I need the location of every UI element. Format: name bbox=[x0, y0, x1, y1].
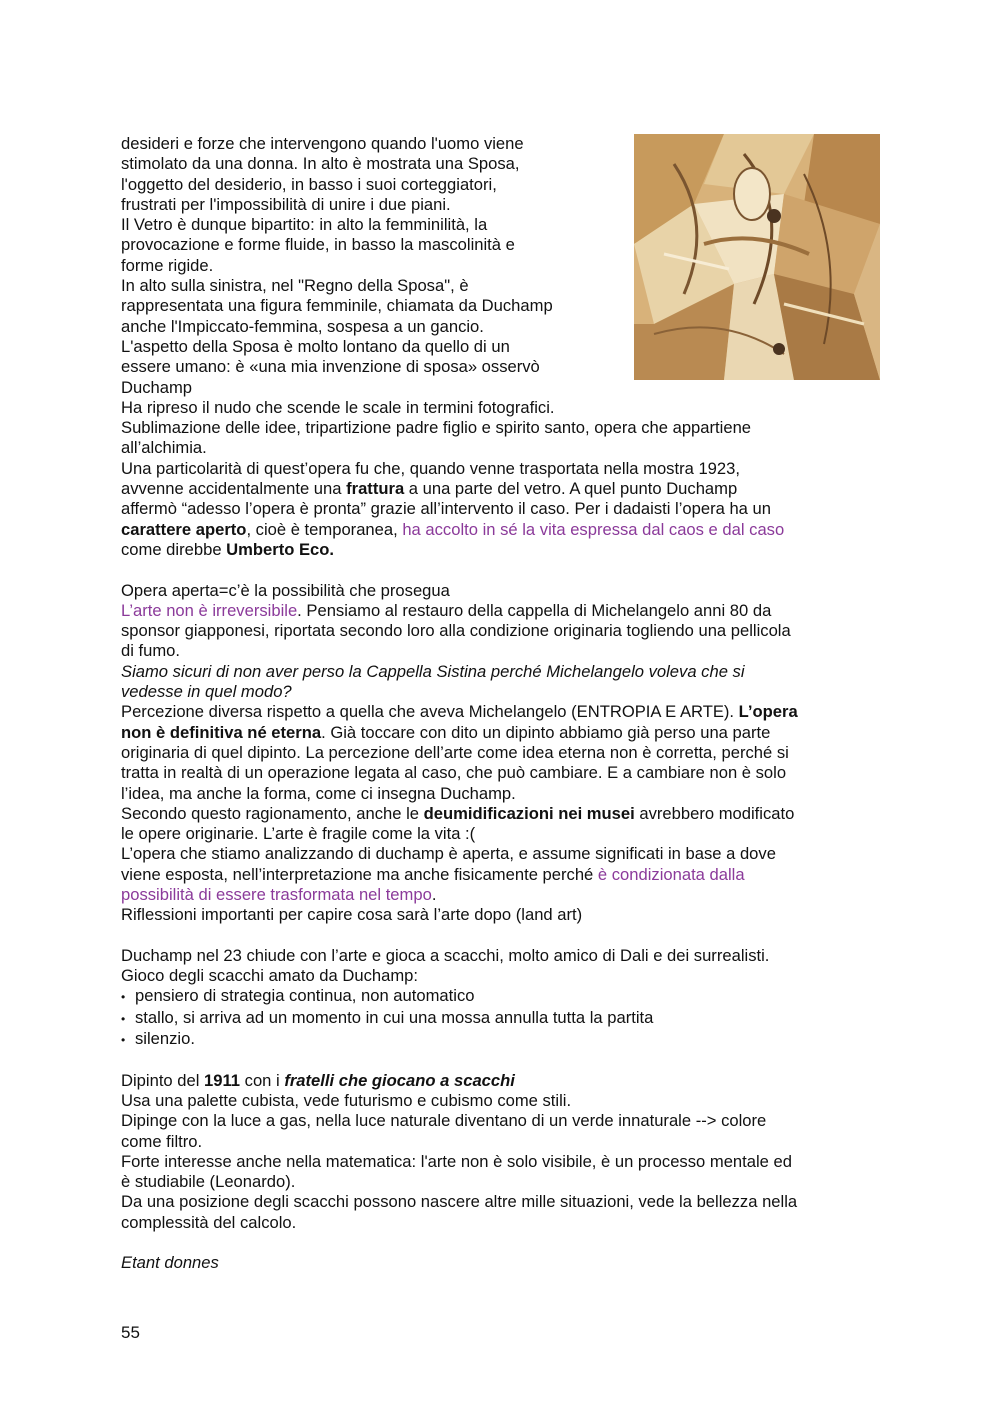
text-line-definitiva bbox=[121, 723, 889, 743]
list-item bbox=[121, 1008, 889, 1029]
text-span: Secondo questo ragionamento, anche le bbox=[121, 803, 424, 823]
text-line: Ha ripreso il nudo che scende le scale in termini fotografici. bbox=[121, 397, 555, 417]
text-span: , cioè è temporanea, bbox=[246, 519, 403, 539]
text-span: avvenne accidentalmente una bbox=[121, 479, 347, 499]
bold-term: non è definitiva né eterna bbox=[121, 722, 322, 742]
bold-term: carattere aperto bbox=[121, 519, 247, 539]
text-line: l’idea, ma anche la forma, come ci insegna Duchamp. bbox=[121, 783, 516, 803]
text-line-percezione bbox=[121, 702, 889, 722]
highlighted-text: ha accolto in sé la vita espressa dal caos e dal caso bbox=[402, 519, 785, 539]
bullet-icon: • bbox=[121, 1011, 126, 1026]
text-line: L’opera che stiamo analizzando di duchamp è aperta, e assume significati in base a dove bbox=[121, 844, 776, 864]
text-line: affermò “adesso l’opera è pronta” grazie all’intervento il caso. Per i dadaisti l’opera ha un bbox=[121, 499, 771, 519]
italic-line: Etant donnes bbox=[121, 1253, 219, 1273]
main-text-column bbox=[121, 134, 889, 1274]
text-line: l'oggetto del desiderio, in basso i suoi corteggiatori, bbox=[121, 174, 497, 194]
italic-line: Siamo sicuri di non aver perso la Cappella Sistina perché Michelangelo voleva che si bbox=[121, 661, 745, 681]
text-line: Duchamp nel 23 chiude con l’arte e gioca a scacchi, molto amico di Dali e dei surrealisti. bbox=[121, 945, 770, 965]
text-line: essere umano: è «una mia invenzione di sposa» osservò bbox=[121, 357, 540, 377]
blank-line bbox=[121, 560, 889, 580]
blank-line bbox=[121, 1050, 889, 1070]
text-span: viene esposta, nell’interpretazione ma anche fisicamente perché bbox=[121, 864, 598, 884]
text-line: desideri e forze che intervengono quando l'uomo viene bbox=[121, 134, 524, 153]
text-line: Sublimazione delle idee, tripartizione padre figlio e spirito santo, opera che appartiene bbox=[121, 418, 752, 438]
text-line: rappresentata una figura femminile, chiamata da Duchamp bbox=[121, 296, 553, 316]
text-span: con i bbox=[240, 1070, 285, 1090]
list-item bbox=[121, 986, 889, 1007]
text-line: forme rigide. bbox=[121, 255, 214, 275]
bold-term: frattura bbox=[346, 479, 405, 499]
text-line: le opere originarie. L’arte è fragile come la vita :( bbox=[121, 824, 476, 844]
text-line: stimolato da una donna. In alto è mostrata una Sposa, bbox=[121, 154, 520, 174]
text-line: sponsor giapponesi, riportata secondo loro alla condizione originaria togliendo una pellicola bbox=[121, 621, 791, 641]
bullet-icon: • bbox=[121, 990, 126, 1005]
bullet-icon: • bbox=[121, 1033, 126, 1048]
text-line-trasformata bbox=[121, 885, 889, 905]
blank-line bbox=[121, 926, 889, 946]
list-item bbox=[121, 1029, 889, 1050]
text-line: Da una posizione degli scacchi possono nascere altre mille situazioni, vede la bellezza nella bbox=[121, 1192, 798, 1212]
text-line: di fumo. bbox=[121, 641, 181, 661]
text-line-irreversibile bbox=[121, 601, 889, 621]
artwork-title: fratelli che giocano a scacchi bbox=[284, 1070, 515, 1090]
bold-term: 1911 bbox=[204, 1070, 241, 1090]
text-line: Duchamp bbox=[121, 377, 193, 397]
text-line: Dipinge con la luce a gas, nella luce naturale diventano di un verde innaturale --> colore bbox=[121, 1111, 767, 1131]
text-line: è studiabile (Leonardo). bbox=[121, 1172, 296, 1192]
text-line: Forte interesse anche nella matematica: l'arte non è solo visibile, è un processo mentale ed bbox=[121, 1151, 792, 1171]
text-span: . Già toccare con dito un dipinto abbiamo già perso una parte bbox=[321, 722, 771, 742]
text-line-dipinto bbox=[121, 1071, 889, 1091]
text-line: Usa una palette cubista, vede futurismo e cubismo come stili. bbox=[121, 1090, 572, 1110]
text-line-deumidificazioni bbox=[121, 804, 889, 824]
blank-line bbox=[121, 1233, 889, 1253]
highlighted-text: L’arte non è irreversibile bbox=[121, 600, 298, 620]
text-line: tratta in realtà di un operazione legata al caso, che può cambiare. E a cambiare non è solo bbox=[121, 763, 787, 783]
text-line: L'aspetto della Sposa è molto lontano da quello di un bbox=[121, 336, 510, 356]
text-span: Percezione diversa rispetto a quella che aveva Michelangelo (ENTROPIA E ARTE). bbox=[121, 702, 739, 722]
highlighted-text: è condizionata dalla bbox=[597, 864, 745, 884]
text-span: . bbox=[431, 884, 437, 904]
text-line-condizionata bbox=[121, 865, 889, 885]
text-span: . Pensiamo al restauro della cappella di Michelangelo anni 80 da bbox=[297, 600, 772, 620]
list-item-text: stallo, si arriva ad un momento in cui una mossa annulla tutta la partita bbox=[135, 1007, 654, 1027]
list-item-text: pensiero di strategia continua, non automatico bbox=[135, 986, 475, 1006]
text-line: Riflessioni importanti per capire cosa sarà l’arte dopo (land art) bbox=[121, 905, 583, 925]
text-span: avrebbero modificato bbox=[634, 803, 795, 823]
text-line: complessità del calcolo. bbox=[121, 1212, 297, 1232]
text-span: Dipinto del bbox=[121, 1070, 205, 1090]
text-line-eco bbox=[121, 540, 889, 560]
text-line: Gioco degli scacchi amato da Duchamp: bbox=[121, 966, 418, 986]
page-number: 55 bbox=[121, 1323, 140, 1342]
bold-term: deumidificazioni nei musei bbox=[423, 803, 635, 823]
text-line: frustrati per l'impossibilità di unire i due piani. bbox=[121, 194, 451, 214]
text-line: Opera aperta=c’è la possibilità che prosegua bbox=[121, 580, 450, 600]
text-line-aperto bbox=[121, 520, 889, 540]
text-line: originaria di quel dipinto. La percezione dell’arte come idea eterna non è corretta, perché si bbox=[121, 742, 789, 762]
text-line: all’alchimia. bbox=[121, 438, 207, 458]
text-line: Il Vetro è dunque bipartito: in alto la femminilità, la bbox=[121, 215, 488, 235]
text-line: come filtro. bbox=[121, 1131, 203, 1151]
text-line-frattura bbox=[121, 479, 889, 499]
text-line: Una particolarità di quest’opera fu che, quando venne trasportata nella mostra 1923, bbox=[121, 458, 740, 478]
highlighted-text: possibilità di essere trasformata nel tempo bbox=[121, 884, 432, 904]
text-line: In alto sulla sinistra, nel "Regno della Sposa", è bbox=[121, 276, 469, 296]
text-span: come direbbe bbox=[121, 539, 227, 559]
text-span: a una parte del vetro. A quel punto Duchamp bbox=[404, 479, 738, 499]
text-line: provocazione e forme fluide, in basso la mascolinità e bbox=[121, 235, 515, 255]
italic-line: vedesse in quel modo? bbox=[121, 682, 292, 702]
text-line: anche l'Impiccato-femmina, sospesa a un gancio. bbox=[121, 316, 484, 336]
bold-term: Umberto Eco. bbox=[226, 539, 335, 559]
list-item-text: silenzio. bbox=[135, 1029, 195, 1049]
bold-term: L’opera bbox=[738, 702, 798, 722]
